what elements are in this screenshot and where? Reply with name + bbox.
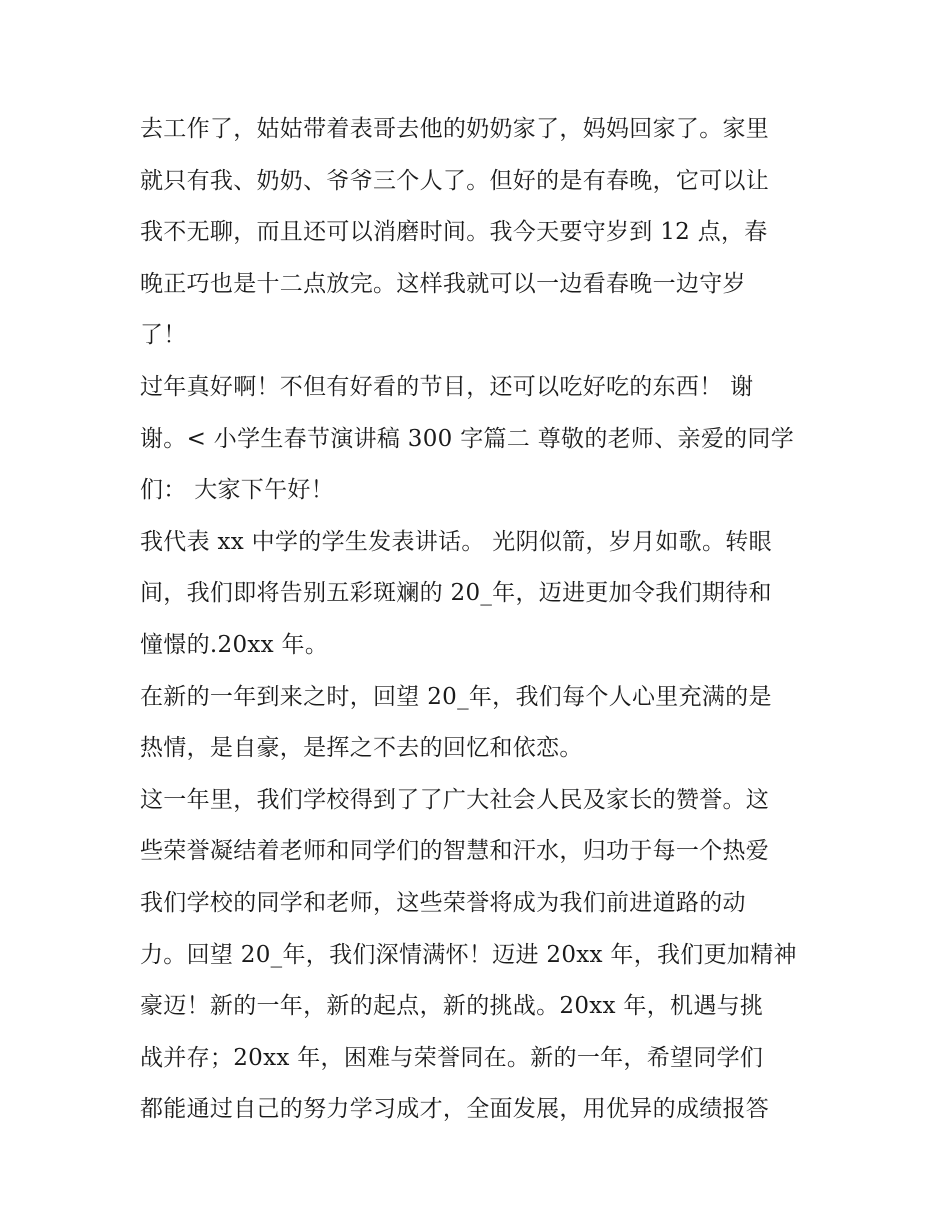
text-line: 我代表 xx 中学的学生发表讲话。 光阴似箭，岁月如歌。转眼	[140, 528, 772, 555]
text-line: 战并存；20xx 年，困难与荣誉同在。新的一年，希望同学们	[140, 1044, 764, 1071]
text-line: 过年真好啊！不但有好看的节目，还可以吃好吃的东西！ 谢	[140, 373, 754, 400]
document-body-text	[140, 104, 820, 1136]
text-line: 在新的一年到来之时，回望 20_年，我们每个人心里充满的是	[140, 683, 772, 710]
text-line: 力。回望 20_年，我们深情满怀！迈进 20xx 年，我们更加精神	[140, 941, 797, 968]
text-line: 些荣誉凝结着老师和同学们的智慧和汗水，归功于每一个热爱	[140, 838, 770, 865]
text-line: 我们学校的同学和老师，这些荣誉将成为我们前进道路的动	[140, 889, 746, 916]
text-line: 热情，是自豪，是挥之不去的回忆和依恋。	[140, 735, 583, 762]
text-line: 就只有我、奶奶、爷爷三个人了。但好的是有春晚，它可以让	[140, 167, 770, 194]
text-line: 我不无聊，而且还可以消磨时间。我今天要守岁到 12 点，春	[140, 219, 768, 246]
text-line: 了！	[140, 322, 187, 349]
text-line: 们： 大家下午好！	[140, 477, 335, 504]
text-line: 谢。< 小学生春节演讲稿 300 字篇二 尊敬的老师、亲爱的同学	[140, 425, 795, 452]
text-line: 去工作了，姑姑带着表哥去他的奶奶家了，妈妈回家了。家里	[140, 116, 770, 142]
text-line: 间，我们即将告别五彩斑斓的 20_年，迈进更加令我们期待和	[140, 580, 772, 607]
text-line: 晚正巧也是十二点放完。这样我就可以一边看春晚一边守岁	[140, 270, 746, 297]
text-line: 都能通过自己的努力学习成才，全面发展，用优异的成绩报答	[140, 1096, 770, 1123]
text-line: 这一年里，我们学校得到了了广大社会人民及家长的赞誉。这	[140, 786, 770, 813]
text-line: 豪迈！新的一年，新的起点，新的挑战。20xx 年，机遇与挑	[140, 993, 764, 1020]
text-line: 憧憬的.20xx 年。	[140, 631, 329, 658]
